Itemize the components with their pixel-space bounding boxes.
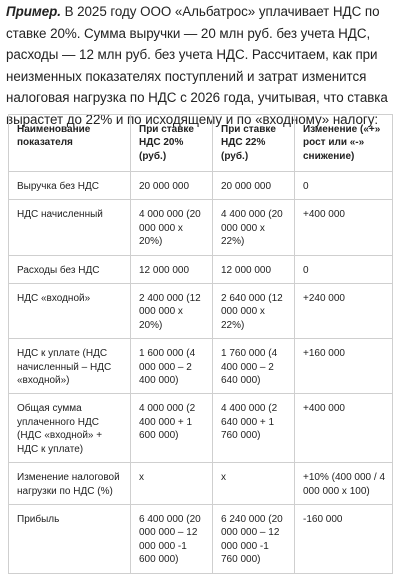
header-indicator: Наименование показателя: [9, 115, 131, 172]
cell-rate-22: 2 640 000 (12 000 000 х 22%): [213, 284, 295, 339]
cell-indicator: НДС «входной»: [9, 284, 131, 339]
cell-change: +10% (400 000 / 4 000 000 х 100): [295, 463, 393, 505]
table-row: [9, 172, 393, 200]
cell-rate-22: 4 400 000 (2 640 000 + 1 760 000): [213, 394, 295, 463]
cell-rate-22: 6 240 000 (20 000 000 – 12 000 000 -1 760 000): [213, 504, 295, 573]
cell-change: -160 000: [295, 504, 393, 573]
cell-rate-20: х: [131, 463, 213, 505]
header-rate-22: При ставке НДС 22% (руб.): [213, 115, 295, 172]
cell-rate-22: 1 760 000 (4 400 000 – 2 640 000): [213, 339, 295, 394]
cell-rate-20: 4 000 000 (2 400 000 + 1 600 000): [131, 394, 213, 463]
cell-indicator: Общая сумма уплаченного НДС (НДС «входной» + НДС к уплате): [9, 394, 131, 463]
cell-indicator: Изменение налоговой нагрузки по НДС (%): [9, 463, 131, 505]
cell-rate-20: 4 000 000 (20 000 000 х 20%): [131, 200, 213, 255]
header-change: Изменение («+» рост или «-» снижение): [295, 115, 393, 172]
table-row: [9, 504, 393, 573]
cell-rate-20: 1 600 000 (4 000 000 – 2 400 000): [131, 339, 213, 394]
cell-indicator: Расходы без НДС: [9, 255, 131, 283]
cell-rate-22: 12 000 000: [213, 255, 295, 283]
intro-text: В 2025 году ООО «Альбатрос» уплачивает НДС по ставке 20%. Сумма выручки — 20 млн руб. без учета НДС, расходы — 12 млн руб. без учета НДС. Рассчитаем, как при неизменных показателях поступлений и затрат изменится налоговая нагрузка по НДС с 2026 года, учитывая, что ставка вырастет до 22% и по исходящему и по «входному» налогу:: [6, 4, 388, 127]
cell-rate-22: 4 400 000 (20 000 000 х 22%): [213, 200, 295, 255]
cell-change: +400 000: [295, 200, 393, 255]
cell-rate-20: 6 400 000 (20 000 000 – 12 000 000 -1 600 000): [131, 504, 213, 573]
intro-paragraph: [6, 0, 396, 130]
cell-rate-20: 12 000 000: [131, 255, 213, 283]
header-rate-20: При ставке НДС 20% (руб.): [131, 115, 213, 172]
vat-comparison-table: [8, 114, 393, 574]
cell-change: +240 000: [295, 284, 393, 339]
cell-change: +400 000: [295, 394, 393, 463]
cell-indicator: НДС начисленный: [9, 200, 131, 255]
cell-rate-20: 20 000 000: [131, 172, 213, 200]
cell-change: 0: [295, 255, 393, 283]
cell-change: +160 000: [295, 339, 393, 394]
table-row: [9, 463, 393, 505]
cell-indicator: НДС к уплате (НДС начисленный – НДС «входной»): [9, 339, 131, 394]
table-row: [9, 394, 393, 463]
table-row: [9, 200, 393, 255]
example-label: Пример.: [6, 4, 61, 19]
table-row: [9, 284, 393, 339]
cell-rate-20: 2 400 000 (12 000 000 х 20%): [131, 284, 213, 339]
cell-indicator: Прибыль: [9, 504, 131, 573]
table-row: [9, 339, 393, 394]
table-row: [9, 255, 393, 283]
cell-rate-22: х: [213, 463, 295, 505]
cell-change: 0: [295, 172, 393, 200]
cell-rate-22: 20 000 000: [213, 172, 295, 200]
table-header-row: [9, 115, 393, 172]
cell-indicator: Выручка без НДС: [9, 172, 131, 200]
